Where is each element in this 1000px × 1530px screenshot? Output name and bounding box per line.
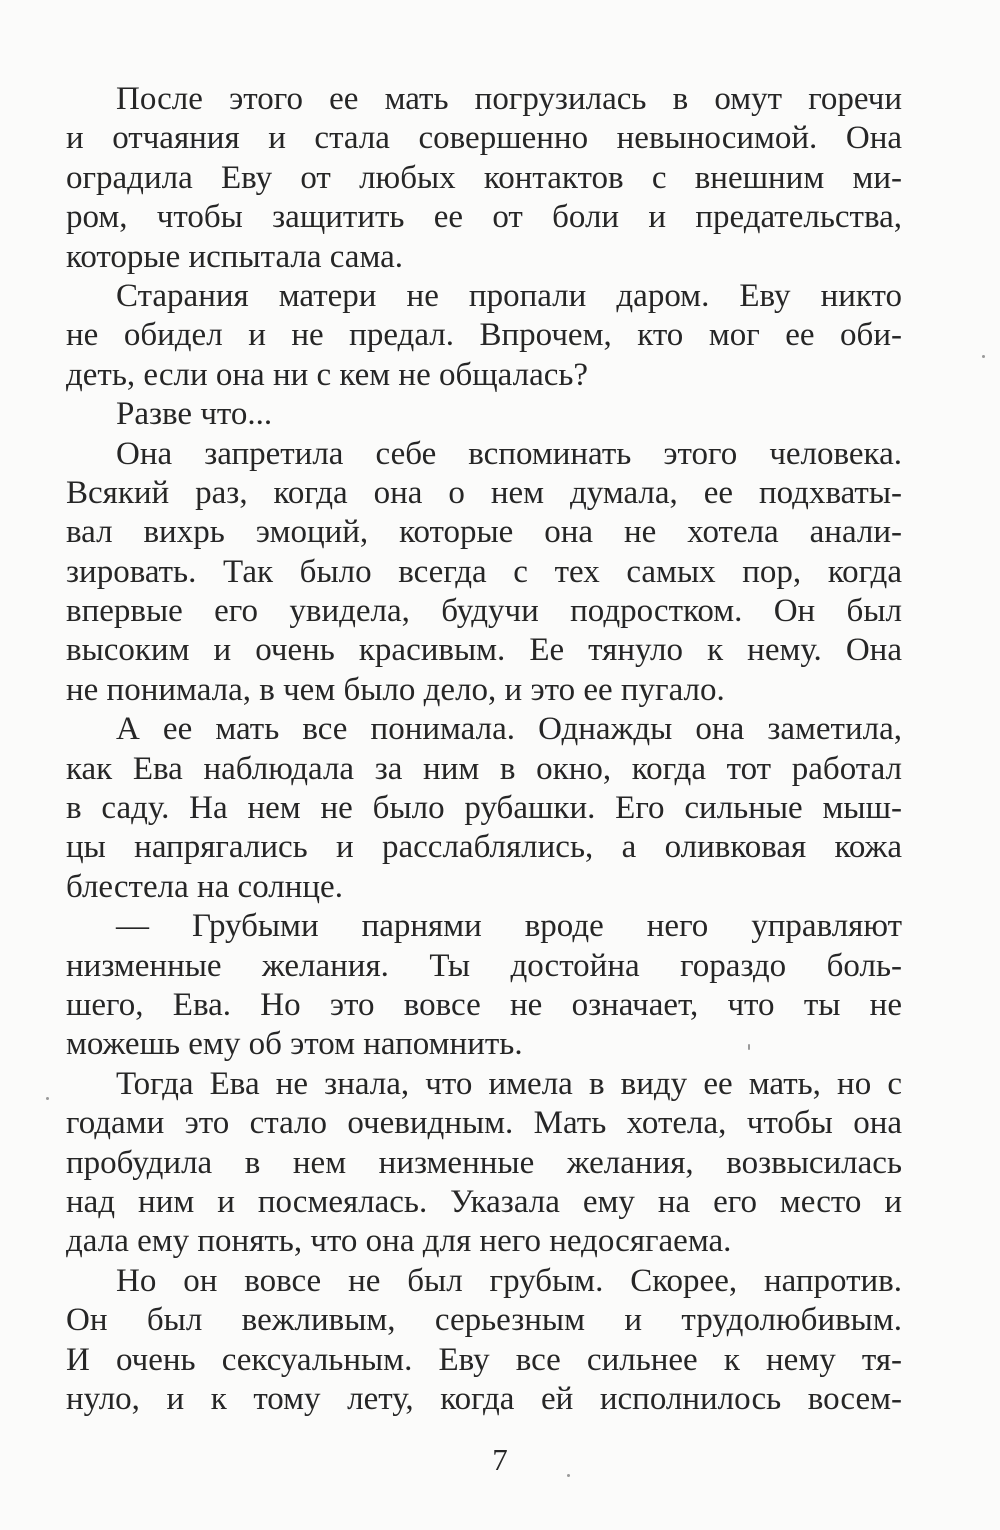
paragraph bbox=[66, 435, 902, 711]
text-line: деть, если она ни с кем не общалась? bbox=[66, 356, 589, 393]
text-line: — Грубыми парнями вроде него управляют bbox=[116, 908, 902, 945]
text-line: не понимала, в чем было дело, и это ее пугало. bbox=[66, 671, 725, 708]
text-line: не обидел и не предал. Впрочем, кто мог ее оби- bbox=[66, 317, 902, 354]
text-line: Всякий раз, когда она о нем думала, ее подхваты- bbox=[66, 474, 902, 511]
paragraph bbox=[66, 710, 902, 907]
paper-speck bbox=[46, 1097, 49, 1100]
text-line: После этого ее мать погрузилась в омут горечи bbox=[116, 81, 902, 117]
text-line: вал вихрь эмоций, которые она не хотела анали- bbox=[66, 514, 902, 551]
text-line: Он был вежливым, серьезным и трудолюбивым. bbox=[66, 1302, 902, 1339]
body-text bbox=[66, 80, 902, 1419]
paragraph bbox=[66, 1262, 902, 1420]
text-line: Она запретила себе вспоминать этого человека. bbox=[116, 435, 902, 472]
text-line: шего, Ева. Но это вовсе не означает, что ты не bbox=[66, 986, 902, 1023]
text-line: которые испытала сама. bbox=[66, 238, 403, 275]
paper-speck bbox=[567, 1474, 570, 1477]
text-line: И очень сексуальным. Еву все сильнее к нему тя- bbox=[66, 1341, 902, 1378]
paragraph bbox=[66, 80, 902, 277]
page-number: 7 bbox=[492, 1442, 508, 1477]
text-line: дала ему понять, что она для него недосягаема. bbox=[66, 1223, 732, 1260]
paper-speck bbox=[982, 355, 985, 358]
paragraph bbox=[66, 907, 902, 1065]
text-line: Разве что... bbox=[116, 396, 273, 433]
text-line: оградила Еву от любых контактов с внешним ми- bbox=[66, 159, 902, 196]
text-line: блестела на солнце. bbox=[66, 868, 343, 905]
paragraph bbox=[66, 395, 902, 434]
text-line: ром, чтобы защитить ее от боли и предательства, bbox=[66, 199, 902, 236]
text-line: высоким и очень красивым. Ее тянуло к нему. Она bbox=[66, 632, 902, 669]
text-line: Но он вовсе не был грубым. Скорее, напротив. bbox=[116, 1262, 902, 1299]
text-line: годами это стало очевидным. Мать хотела, чтобы она bbox=[66, 1105, 902, 1142]
text-line: цы напрягались и расслаблялись, а оливковая кожа bbox=[66, 829, 902, 866]
paragraph bbox=[66, 277, 902, 395]
text-line: впервые его увидела, будучи подростком. Он был bbox=[66, 593, 902, 630]
text-line: пробудила в нем низменные желания, возвысилась bbox=[66, 1144, 902, 1181]
text-line: Тогда Ева не знала, что имела в виду ее мать, но с bbox=[116, 1065, 902, 1102]
text-line: в саду. На нем не было рубашки. Его сильные мыш- bbox=[66, 790, 902, 827]
text-line: зировать. Так было всегда с тех самых пор, когда bbox=[66, 553, 902, 590]
text-line: низменные желания. Ты достойна гораздо боль- bbox=[66, 947, 902, 984]
text-line: нуло, и к тому лету, когда ей исполнилось восем- bbox=[66, 1380, 902, 1417]
text-line: как Ева наблюдала за ним в окно, когда тот работал bbox=[66, 750, 902, 787]
text-line: можешь ему об этом напомнить. bbox=[66, 1026, 523, 1063]
paper-speck bbox=[748, 1044, 750, 1050]
text-line: и отчаяния и стала совершенно невыносимой. Она bbox=[66, 120, 902, 157]
paragraph bbox=[66, 1065, 902, 1262]
text-line: Старания матери не пропали даром. Еву никто bbox=[116, 277, 902, 314]
text-line: А ее мать все понимала. Однажды она заметила, bbox=[116, 711, 902, 748]
text-line: над ним и посмеялась. Указала ему на его место и bbox=[66, 1183, 902, 1220]
